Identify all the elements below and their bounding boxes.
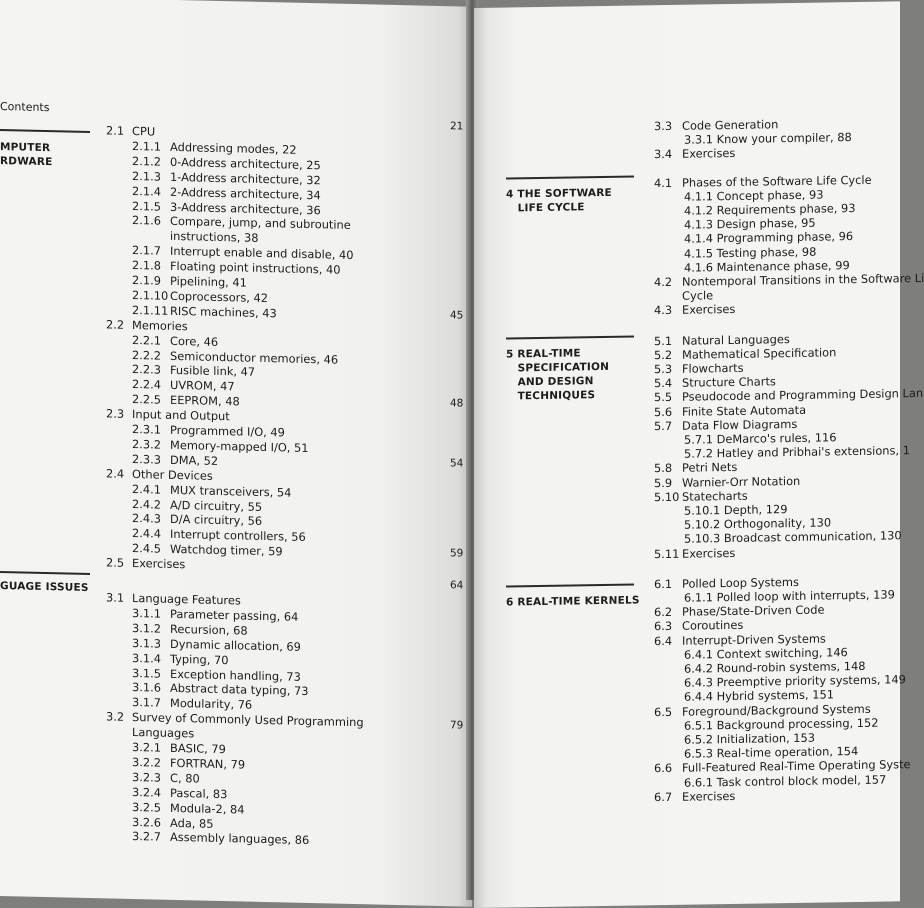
subsection-title: Parameter passing, 64 [170,606,299,624]
section-title: Cycle [682,288,714,303]
toc-entry [0,663,460,684]
subsection-number: 2.1.7 [132,243,161,258]
subsection-title: Core, 46 [170,333,219,349]
chapter-rule [506,335,634,339]
subsection-number: 2.1.4 [132,183,161,199]
subsection-title: 5.10.3 Broadcast communication, 130 [684,528,902,547]
section-number: 4.3 [654,303,673,318]
subsection-title: 5.7.1 DeMarco's rules, 116 [684,430,837,447]
section-title: Input and Output [132,407,230,424]
section-number: 3.4 [654,147,673,162]
subsection-number: 2.1.6 [132,213,161,229]
section-number: 5.9 [654,475,673,490]
section-number: 4.1 [654,175,673,190]
subsection-title: Typing, 70 [170,651,229,667]
subsection-number: 3.2.5 [132,799,161,815]
section-number: 3.3 [654,118,673,134]
section-number: 2.4 [106,466,125,481]
subsection-title: 4.1.5 Testing phase, 98 [684,244,817,261]
chapter-rule [0,129,90,133]
section-title: Exercises [682,788,736,804]
subsection-title: Abstract data typing, 73 [170,681,309,699]
toc-entry [0,464,460,483]
subsection-number: 3.2.4 [132,784,161,800]
section-number: 6.1 [654,576,673,591]
subsection-title: Pascal, 83 [170,785,228,801]
subsection-title: 2-Address architecture, 34 [170,184,321,202]
subsection-number: 3.1.5 [132,665,161,681]
chapter-heading: 4 THE SOFTWARE LIFE CYCLE [506,186,612,215]
subsection-title: 3-Address architecture, 36 [170,199,321,217]
subsection-title: 6.4.1 Context switching, 146 [684,644,848,662]
section-title: Data Flow Diagrams [682,416,798,433]
subsection-title: 6.5.1 Background processing, 152 [684,715,879,733]
subsection-title: 5.10.1 Depth, 129 [684,502,788,518]
section-number: 6.7 [654,789,673,804]
subsection-title: Exception handling, 73 [170,666,301,684]
subsection-title: DMA, 52 [170,452,219,468]
section-title: Exercises [682,545,736,561]
subsection-number: 2.2.2 [132,347,161,363]
section-number: 5.10 [654,489,680,504]
section-title: Phases of the Software Life Cycle [682,172,872,190]
page-number: 64 [450,579,464,592]
subsection-title: 6.5.2 Initialization, 153 [684,730,816,747]
toc-entry [474,573,900,591]
section-title: Exercises [682,146,736,162]
subsection-number: 2.3.2 [132,436,161,452]
section-number: 5.1 [654,333,673,348]
section-title: Statecharts [682,488,748,504]
section-title: Exercises [132,556,186,572]
subsection-number: 3.2.3 [132,769,161,785]
subsection-number: 3.1.3 [132,635,161,651]
section-number: 2.1 [106,123,125,138]
toc-entry [0,419,460,440]
section-title: Petri Nets [682,460,738,476]
toc-entry [0,737,460,757]
chapter-heading: 6 REAL-TIME KERNELS [506,594,640,609]
subsection-title: 6.4.3 Preemptive priority systems, 149 [684,672,906,690]
page-number: 21 [450,120,464,133]
chapter-heading: 5 REAL-TIME SPECIFICATION AND DESIGN TECHNIQUES [506,347,610,403]
chapter-rule [506,175,634,179]
toc-entry [474,330,900,348]
subsection-number: 2.4.3 [132,511,161,527]
subsection-title: A/D circuitry, 55 [170,497,263,514]
section-number: 6.2 [654,605,673,620]
subsection-number: 2.2.1 [132,332,161,348]
subsection-title: 3.3.1 Know your compiler, 88 [684,130,852,147]
section-number: 5.4 [654,376,673,391]
section-title: Nontemporal Transitions in the Software Li [682,270,924,289]
subsection-number: 3.1.7 [132,695,161,710]
subsection-number: 3.1.2 [132,620,161,636]
section-number: 6.4 [654,633,673,648]
section-number: 6.6 [654,761,673,776]
section-number: 2.3 [106,406,125,421]
page-number: 45 [450,309,464,322]
subsection-title: 6.5.3 Real-time operation, 154 [684,744,859,761]
subsection-title: C, 80 [170,770,200,786]
section-number: 2.5 [106,555,125,570]
subsection-number: 2.1.9 [132,272,161,288]
section-number: 5.3 [654,361,673,377]
subsection-title: Dynamic allocation, 69 [170,636,301,654]
subsection-title: EEPROM, 48 [170,393,240,409]
section-number: 3.1 [106,590,125,605]
section-title: Warnier-Orr Notation [682,473,801,490]
section-title: Polled Loop Systems [682,574,799,591]
subsection-number: 2.2.3 [132,362,161,378]
subsection-title: Assembly languages, 86 [170,830,310,848]
subsection-title: 5.10.2 Orthogonality, 130 [684,515,832,532]
section-title: Full-Featured Real-Time Operating Syste [682,757,911,776]
section-title: Mathematical Specification [682,345,837,362]
section-title: Survey of Commonly Used Programming [132,710,364,730]
chapter-heading: GUAGE ISSUES [0,580,89,595]
section-title: Finite State Automata [682,402,807,419]
page-number: 59 [450,547,464,560]
subsection-number: 2.4.2 [132,496,161,512]
subsection-title: 1-Address architecture, 32 [170,169,321,187]
subsection-number: 2.2.5 [132,392,161,407]
chapter-heading: MPUTER RDWARE [0,141,53,169]
running-header: Contents [0,100,50,115]
subsection-title: 6.4.4 Hybrid systems, 151 [684,687,834,705]
section-number: 5.2 [654,347,673,362]
subsection-title: Watchdog timer, 59 [170,542,283,559]
page-number: 54 [450,457,464,470]
section-number: 4.2 [654,274,673,290]
subsection-title: 6.4.2 Round-robin systems, 148 [684,658,866,676]
toc-entry [0,826,460,848]
subsection-title: 4.1.6 Maintenance phase, 99 [684,257,850,275]
chapter-rule [506,583,634,587]
section-number: 5.8 [654,461,673,476]
subsection-number: 3.2.6 [132,814,161,830]
subsection-title: Modularity, 76 [170,696,253,713]
subsection-number: 2.1.8 [132,258,161,273]
subsection-number: 3.1.4 [132,650,161,666]
section-title: Phase/State-Driven Code [682,602,825,619]
section-title: Pseudocode and Programming Design Lan [682,386,924,405]
toc-entry [474,115,900,134]
subsection-number: 2.4.5 [132,541,161,556]
toc-entry [0,345,460,367]
section-number: 6.5 [654,704,673,719]
toc-entry [0,752,460,772]
subsection-title: Compare, jump, and subroutine [170,214,351,233]
subsection-title: 4.1.3 Design phase, 95 [684,215,816,232]
subsection-title: Floating point instructions, 40 [170,258,341,277]
subsection-title: Memory-mapped I/O, 51 [170,437,309,455]
subsection-number: 3.2.1 [132,739,161,755]
subsection-title: 4.1.2 Requirements phase, 93 [684,201,856,218]
subsection-number: 2.3.3 [132,451,161,467]
section-title: Language Features [132,590,241,608]
subsection-title: Modula-2, 84 [170,800,245,817]
section-title: Foreground/Background Systems [682,701,871,719]
subsection-title: 0-Address architecture, 25 [170,154,321,173]
subsection-title: 4.1.4 Programming phase, 96 [684,229,854,247]
subsection-number: 2.3.1 [132,421,161,437]
toc-entry [0,782,460,801]
chapter-rule [0,571,90,575]
subsection-title: 5.7.2 Hatley and Pribhai's extensions, 1 [684,443,910,461]
subsection-number: 2.1.11 [132,302,169,318]
subsection-title: Ada, 85 [170,815,214,831]
section-number: 6.3 [654,619,673,634]
subsection-title: Programmed I/O, 49 [170,422,285,440]
page-number: 48 [450,397,464,410]
subsection-title: 6.6.1 Task control block model, 157 [684,772,887,790]
subsection-title: 6.1.1 Polled loop with interrupts, 139 [684,587,895,605]
subsection-number: 2.1.2 [132,153,161,169]
page-number: 79 [450,719,464,732]
toc-entry [0,479,460,500]
subsection-title: Recursion, 68 [170,621,248,638]
subsection-number: 3.1.1 [132,605,161,621]
section-title: Memories [132,317,188,333]
section-number: 3.2 [106,709,125,725]
section-title: CPU [132,123,156,139]
section-number: 5.5 [654,390,673,405]
section-title: Code Generation [682,117,779,133]
subsection-title: D/A circuitry, 56 [170,512,263,529]
subsection-number: 3.2.7 [132,829,161,845]
section-title: Natural Languages [682,331,790,348]
subsection-number: 3.1.6 [132,680,161,696]
section-title: Structure Charts [682,374,776,390]
subsection-title: Fusible link, 47 [170,363,256,380]
subsection-title: instructions, 38 [170,229,259,246]
subsection-number: 3.2.2 [132,754,161,770]
section-title: Languages [132,725,195,741]
subsection-title: 4.1.1 Concept phase, 93 [684,187,824,204]
subsection-number: 2.2.4 [132,377,161,392]
subsection-number: 2.4.4 [132,526,161,541]
subsection-title: Interrupt enable and disable, 40 [170,244,354,263]
section-title: Exercises [682,302,736,318]
subsection-number: 2.1.1 [132,138,161,154]
subsection-number: 2.1.10 [132,287,169,303]
subsection-title: FORTRAN, 79 [170,755,246,772]
section-number: 5.7 [654,418,673,433]
subsection-title: RISC machines, 43 [170,303,277,321]
subsection-number: 2.1.5 [132,198,161,214]
section-title: Coroutines [682,618,744,634]
right-page [474,1,924,908]
subsection-title: UVROM, 47 [170,378,235,394]
subsection-title: Interrupt controllers, 56 [170,527,306,545]
section-title: Interrupt-Driven Systems [682,631,826,648]
section-title: Other Devices [132,466,213,483]
subsection-title: Semiconductor memories, 46 [170,348,339,367]
section-number: 5.6 [654,404,673,419]
subsection-number: 2.4.1 [132,481,161,497]
subsection-title: Pipelining, 41 [170,273,247,290]
subsection-title: Addressing modes, 22 [170,139,297,157]
subsection-title: MUX transceivers, 54 [170,482,292,500]
section-number: 5.11 [654,546,680,561]
section-number: 2.2 [106,317,125,332]
toc-entry [0,330,460,349]
subsection-number: 2.1.3 [132,168,161,184]
section-title: Flowcharts [682,360,744,376]
subsection-title: Coprocessors, 42 [170,288,269,305]
subsection-title: BASIC, 79 [170,740,226,757]
toc-entry [0,797,460,817]
